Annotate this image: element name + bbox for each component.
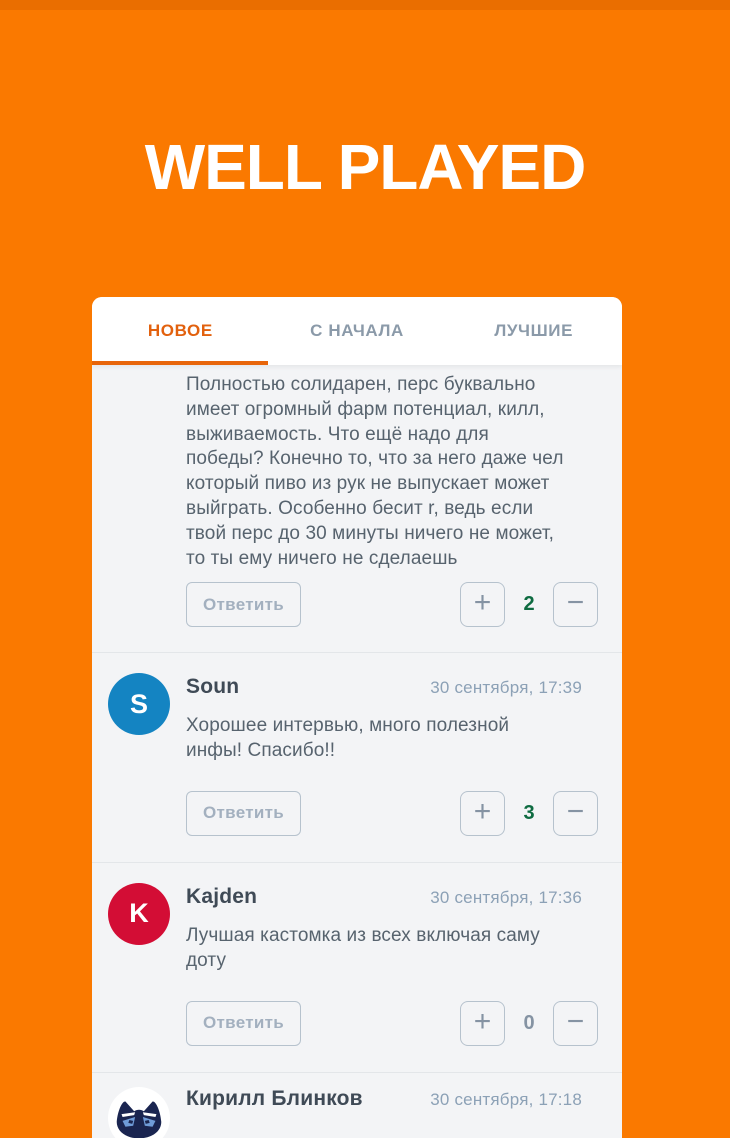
- comment-actions: [186, 582, 598, 627]
- downvote-button[interactable]: [553, 582, 598, 627]
- vote-count: 2: [523, 593, 535, 616]
- avatar-letter: S: [129, 688, 148, 719]
- plus-icon: +: [473, 1004, 492, 1038]
- minus-icon: −: [566, 1004, 585, 1038]
- vote-group: [460, 791, 598, 836]
- comment-item: [92, 1073, 622, 1138]
- tab-from-start[interactable]: С НАЧАЛА: [269, 297, 446, 365]
- comment-text: Полностью солидарен, перс буквально имеет огромный фарм потенциал, килл, выживаемость. Что ещё надо для победы? Конечно то, что за него даже чел который пиво из рук не выпускает может выйграть. Особенно бесит r, ведь если твой перс до 30 минуты ничего не может, то ты ему ничего не сделаешь: [186, 374, 564, 569]
- comment-actions: [186, 1001, 598, 1046]
- minus-icon: −: [566, 586, 585, 620]
- comment-text: Лучшая кастомка из всех включая саму доту: [186, 924, 540, 971]
- tab-bar: [92, 297, 622, 365]
- downvote-button[interactable]: [553, 791, 598, 836]
- vote-count: 0: [523, 1011, 535, 1034]
- comment-date: 30 сентября, 17:36: [430, 887, 582, 907]
- comments-card: [92, 297, 622, 1138]
- avatar: [108, 883, 170, 945]
- comment-head: [186, 1087, 598, 1114]
- avatar-letter: K: [129, 898, 149, 929]
- minus-icon: −: [566, 794, 585, 828]
- vote-group: [460, 582, 598, 627]
- downvote-button[interactable]: [553, 1001, 598, 1046]
- comment-head: [186, 675, 598, 702]
- reply-button[interactable]: Ответить: [186, 1001, 301, 1046]
- plus-icon: +: [473, 794, 492, 828]
- avatar: [108, 673, 170, 735]
- comment-date: 30 сентября, 17:18: [430, 1089, 582, 1109]
- top-darker-strip: [0, 0, 730, 10]
- comment-item: [92, 365, 622, 652]
- tab-new[interactable]: НОВОЕ: [92, 297, 269, 365]
- upvote-button[interactable]: [460, 791, 505, 836]
- comment-head: [186, 885, 598, 912]
- reply-button[interactable]: Ответить: [186, 791, 301, 836]
- reply-button[interactable]: Ответить: [186, 582, 301, 627]
- vote-group: [460, 1001, 598, 1046]
- team-cat-logo-icon: [108, 1087, 170, 1138]
- comment-author: Kajden: [186, 884, 258, 908]
- avatar: [108, 1087, 170, 1138]
- comment-text: Хорошее интервью, много полезной инфы! Спасибо!!: [186, 715, 510, 762]
- upvote-button[interactable]: [460, 1001, 505, 1046]
- tab-best[interactable]: ЛУЧШИЕ: [445, 297, 622, 365]
- comment-author: Кирилл Блинков: [186, 1086, 363, 1110]
- page-title: WELL PLAYED: [144, 131, 586, 203]
- upvote-button[interactable]: [460, 582, 505, 627]
- comment-author: Soun: [186, 675, 240, 699]
- comment-item: [92, 653, 622, 862]
- comment-actions: [186, 791, 598, 836]
- vote-count: 3: [523, 801, 535, 824]
- comment-item: [92, 863, 622, 1072]
- comment-date: 30 сентября, 17:39: [430, 678, 582, 698]
- plus-icon: +: [473, 586, 492, 620]
